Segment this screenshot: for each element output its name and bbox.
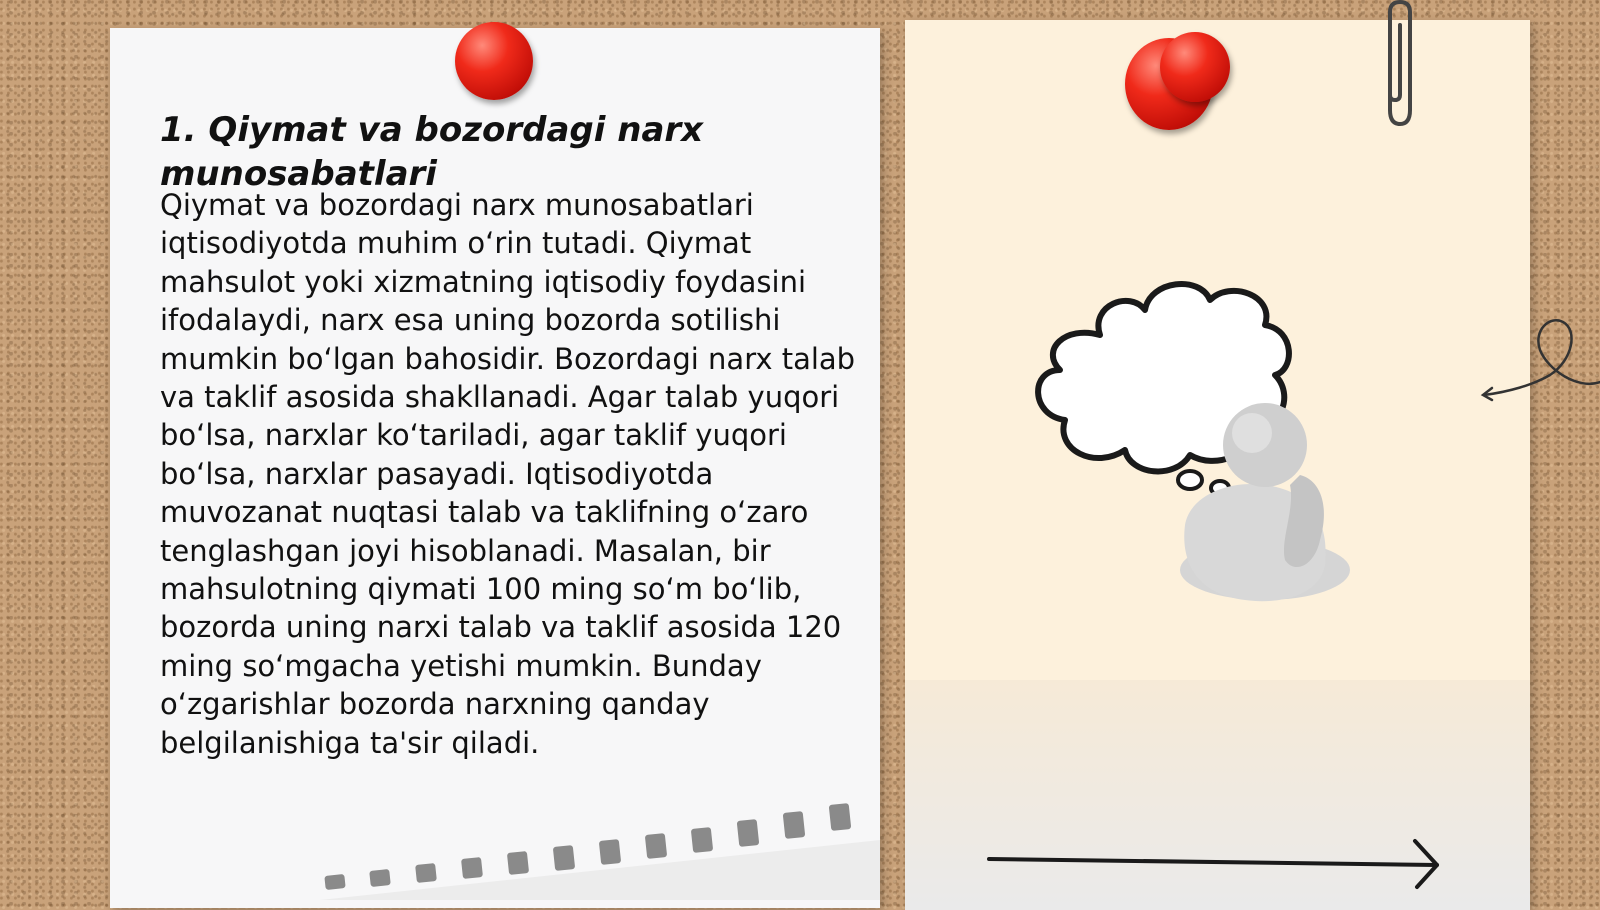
push-pin-icon [455,22,533,100]
arrow-right-icon [985,835,1447,891]
paperclip-icon [1376,0,1420,130]
slide-body-text: Qiymat va bozordagi narx munosabatlari iqtisodiyotda muhim oʻrin tutadi. Qiymat mahsulot yoki xizmatning iqtisodiy foydasini ifodalaydi, narx esa uning bozorda sotilishi mumkin boʻlgan bahosidir. Bozordagi narx talab va taklif asosida shakllanadi. Agar talab yuqori boʻlsa, narxlar koʻtariladi, agar taklif yuqori boʻlsa, narxlar pasayadi. Iqtisodiyotda muvozanat nuqtasi talab va taklifning oʻzaro tenglashgan joyi hisoblanadi. Masalan, bir mahsulotning qiymati 100 ming soʻm boʻlib, bozorda uning narxi talab va taklif asosida 120 ming soʻmgacha yetishi mumkin. Bunday oʻzgarishlar bozorda narxning qanday belgilanishiga ta'sir qiladi. [160,188,856,760]
thought-bubble-icon [1030,275,1350,615]
push-pin-icon [1160,32,1230,102]
curl-arrow-icon [1478,300,1600,410]
torn-notebook-tabs [320,800,880,900]
slide-title: 1. Qiymat va bozordagi narx munosabatlari [160,110,704,194]
